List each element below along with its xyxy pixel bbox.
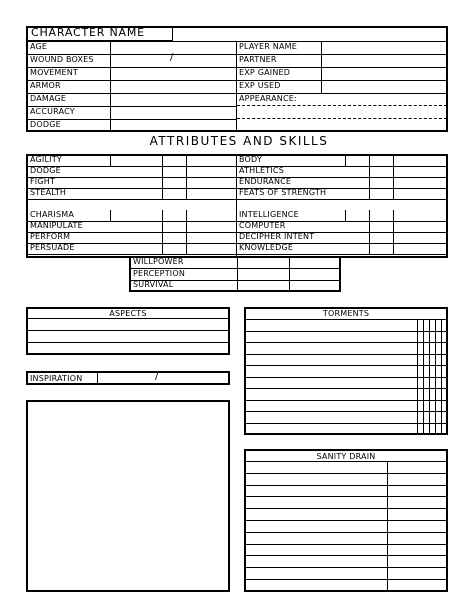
header-left-label: DAMAGE [30,94,67,103]
notes-box[interactable] [26,400,230,592]
skill-label: DODGE [30,166,61,175]
inspiration-slash: / [155,371,159,382]
skill-label: DECIPHER INTENT [239,232,315,241]
header-left-label: WOUND BOXES [30,55,94,64]
character-name-field[interactable] [27,27,173,41]
aspects-title: ASPECTS [109,309,147,318]
wound-slash: / [170,52,174,63]
inspiration-label: INSPIRATION [30,374,83,383]
skill-label: PERSUADE [30,243,75,252]
header-right-label: APPEARANCE: [239,94,297,103]
skill-label: COMPUTER [239,221,286,230]
skill-label: FEATS OF STRENGTH [239,188,327,197]
willpower-label: WILLPOWER [133,257,184,266]
skill-label: FIGHT [30,177,56,186]
header-left-label: ARMOR [30,81,61,90]
skill-label: ATHLETICS [239,166,284,175]
skill-label: STEALTH [30,188,67,197]
agility-label: AGILITY [30,155,62,164]
header-right-label: PARTNER [239,55,277,64]
sanity-drain-title: SANITY DRAIN [316,452,376,461]
header-right-label: PLAYER NAME [239,42,297,51]
torments-title: TORMENTS [322,309,370,318]
character-name-label: CHARACTER NAME [31,26,145,39]
header-left-label: DODGE [30,120,61,129]
body-label: BODY [239,155,263,164]
header-right-label: EXP USED [239,81,281,90]
header-right-label: EXP GAINED [239,68,291,77]
intelligence-label: INTELLIGENCE [239,210,299,219]
aspects-box [26,307,230,355]
skill-label: ENDURANCE [239,177,292,186]
skill-label: PERFORM [30,232,71,241]
attributes-title: ATTRIBUTES AND SKILLS [149,134,329,148]
skill-label: MANIPULATE [30,221,83,230]
header-left-label: AGE [30,42,48,51]
inspiration-box [26,371,230,385]
header-left-label: MOVEMENT [30,68,79,77]
skill-label: PERCEPTION [133,269,186,278]
charisma-label: CHARISMA [30,210,75,219]
header-left-label: ACCURACY [30,107,75,116]
skill-label: KNOWLEDGE [239,243,294,252]
skill-label: SURVIVAL [133,280,174,289]
